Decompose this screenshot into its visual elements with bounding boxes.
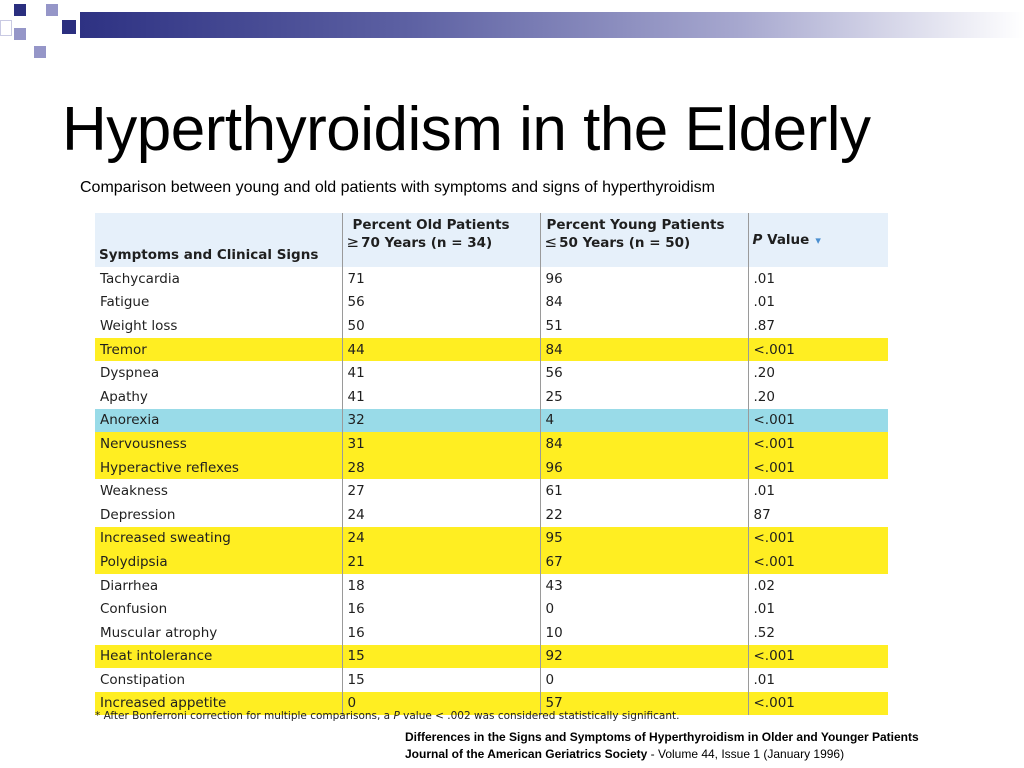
cell-young-percent: 10: [540, 621, 748, 645]
decor-square-navy: [62, 20, 76, 34]
cell-p-value: .20: [748, 385, 888, 409]
cell-p-value: .01: [748, 291, 888, 315]
cell-young-percent: 84: [540, 432, 748, 456]
citation-journal: Journal of the American Geriatrics Society: [405, 747, 648, 761]
citation-details: - Volume 44, Issue 1 (January 1996): [647, 747, 845, 761]
cell-p-value: <.001: [748, 692, 888, 716]
slide-title: Hyperthyroidism in the Elderly: [62, 95, 871, 164]
table-row: [95, 527, 888, 551]
cell-symptom: Diarrhea: [100, 577, 159, 594]
slide-subtitle: Comparison between young and old patients with symptoms and signs of hyperthyroidism: [80, 179, 715, 196]
cell-old-percent: 0: [342, 692, 540, 716]
cell-young-percent: 92: [540, 645, 748, 669]
cell-symptom: Apathy: [100, 388, 148, 405]
cell-old-percent: 15: [342, 668, 540, 692]
table-row: [95, 361, 888, 385]
table-row: [95, 267, 888, 291]
cell-old-percent: 71: [342, 267, 540, 291]
header-young-patients: Percent Young Patients ≤ 50 Years (n = 50): [540, 213, 748, 267]
cell-old-percent: 41: [342, 385, 540, 409]
cell-symptom: Fatigue: [100, 294, 150, 311]
cell-young-percent: 57: [540, 692, 748, 716]
cell-p-value: 87: [748, 503, 888, 527]
table-row: [95, 550, 888, 574]
cell-young-percent: 61: [540, 479, 748, 503]
cell-symptom: Dyspnea: [100, 365, 160, 382]
cell-old-percent: 32: [342, 409, 540, 433]
cell-old-percent: 24: [342, 527, 540, 551]
cell-young-percent: 0: [540, 668, 748, 692]
table-row: [95, 456, 888, 480]
table-row: [95, 291, 888, 315]
table-row: [95, 645, 888, 669]
table-row: [95, 338, 888, 362]
cell-symptom: Confusion: [100, 601, 168, 618]
table-row: [95, 432, 888, 456]
cell-young-percent: 51: [540, 314, 748, 338]
cell-old-percent: 56: [342, 291, 540, 315]
decor-square-lavender: [46, 4, 58, 16]
cell-symptom: Weight loss: [100, 317, 178, 334]
cell-young-percent: 25: [540, 385, 748, 409]
cell-old-percent: 16: [342, 597, 540, 621]
cell-p-value: .87: [748, 314, 888, 338]
cell-young-percent: 22: [540, 503, 748, 527]
cell-p-value: .20: [748, 361, 888, 385]
cell-p-value: <.001: [748, 645, 888, 669]
cell-symptom: Tremor: [95, 338, 342, 362]
cell-symptom: Polydipsia: [95, 550, 342, 574]
cell-old-percent: 18: [342, 574, 540, 598]
cell-old-percent: 31: [342, 432, 540, 456]
cell-young-percent: 84: [540, 338, 748, 362]
cell-symptom: Heat intolerance: [95, 645, 342, 669]
cell-young-percent: 96: [540, 267, 748, 291]
cell-old-percent: 16: [342, 621, 540, 645]
cell-young-percent: 67: [540, 550, 748, 574]
cell-p-value: .01: [748, 597, 888, 621]
table-row: [95, 597, 888, 621]
decor-square-lavender: [34, 46, 46, 58]
cell-young-percent: 4: [540, 409, 748, 433]
cell-old-percent: 44: [342, 338, 540, 362]
cell-old-percent: 24: [342, 503, 540, 527]
cell-p-value: <.001: [748, 550, 888, 574]
cell-p-value: .01: [748, 267, 888, 291]
decor-square-lavender: [14, 28, 26, 40]
table-row: [95, 621, 888, 645]
cell-old-percent: 41: [342, 361, 540, 385]
cell-p-value: .01: [748, 668, 888, 692]
table-row: [95, 479, 888, 503]
cell-p-value: <.001: [748, 432, 888, 456]
cell-old-percent: 21: [342, 550, 540, 574]
table-header-row: [95, 213, 888, 267]
table-row: [95, 668, 888, 692]
table-row: [95, 574, 888, 598]
cell-symptom: Depression: [100, 506, 176, 523]
cell-young-percent: 96: [540, 456, 748, 480]
cell-p-value: .02: [748, 574, 888, 598]
header-symptoms: Symptoms and Clinical Signs: [95, 213, 342, 267]
cell-old-percent: 15: [342, 645, 540, 669]
table-row: [95, 314, 888, 338]
header-old-patients: Percent Old Patients ≥ 70 Years (n = 34): [342, 213, 540, 267]
decor-square-navy: [14, 4, 26, 16]
cell-symptom: Increased appetite: [95, 692, 342, 716]
cell-symptom: Tachycardia: [100, 270, 180, 287]
cell-old-percent: 28: [342, 456, 540, 480]
citation: [405, 729, 919, 763]
cell-p-value: <.001: [748, 456, 888, 480]
cell-p-value: .52: [748, 621, 888, 645]
header-p-value: P Value ▾: [748, 213, 888, 267]
symptoms-table: [95, 213, 888, 715]
cell-young-percent: 56: [540, 361, 748, 385]
decor-square-white: [0, 20, 12, 36]
cell-p-value: .01: [748, 479, 888, 503]
cell-old-percent: 50: [342, 314, 540, 338]
cell-young-percent: 0: [540, 597, 748, 621]
table-footnote: * After Bonferroni correction for multiple comparisons, a P value < .002 was considered statistically significant.: [95, 710, 680, 722]
cell-symptom: Increased sweating: [95, 527, 342, 551]
cell-p-value: <.001: [748, 527, 888, 551]
cell-p-value: <.001: [748, 409, 888, 433]
cell-symptom: Constipation: [100, 671, 186, 688]
cell-young-percent: 43: [540, 574, 748, 598]
greater-equal-symbol: ≥: [346, 233, 360, 251]
cell-symptom: Nervousness: [95, 432, 342, 456]
cell-symptom: Muscular atrophy: [100, 624, 218, 641]
cell-young-percent: 84: [540, 291, 748, 315]
less-equal-symbol: ≤: [544, 233, 558, 251]
cell-p-value: <.001: [748, 338, 888, 362]
citation-article-title: Differences in the Signs and Symptoms of Hyperthyroidism in Older and Younger Patients: [405, 730, 919, 744]
cell-symptom: Hyperactive reflexes: [95, 456, 342, 480]
table-row: [95, 503, 888, 527]
cell-old-percent: 27: [342, 479, 540, 503]
cell-symptom: Anorexia: [95, 409, 342, 433]
cell-young-percent: 95: [540, 527, 748, 551]
cell-symptom: Weakness: [100, 483, 168, 500]
sort-dropdown-icon[interactable]: ▾: [815, 234, 821, 247]
table-row: [95, 385, 888, 409]
header-gradient-bar: [80, 12, 1024, 38]
table-row: [95, 409, 888, 433]
